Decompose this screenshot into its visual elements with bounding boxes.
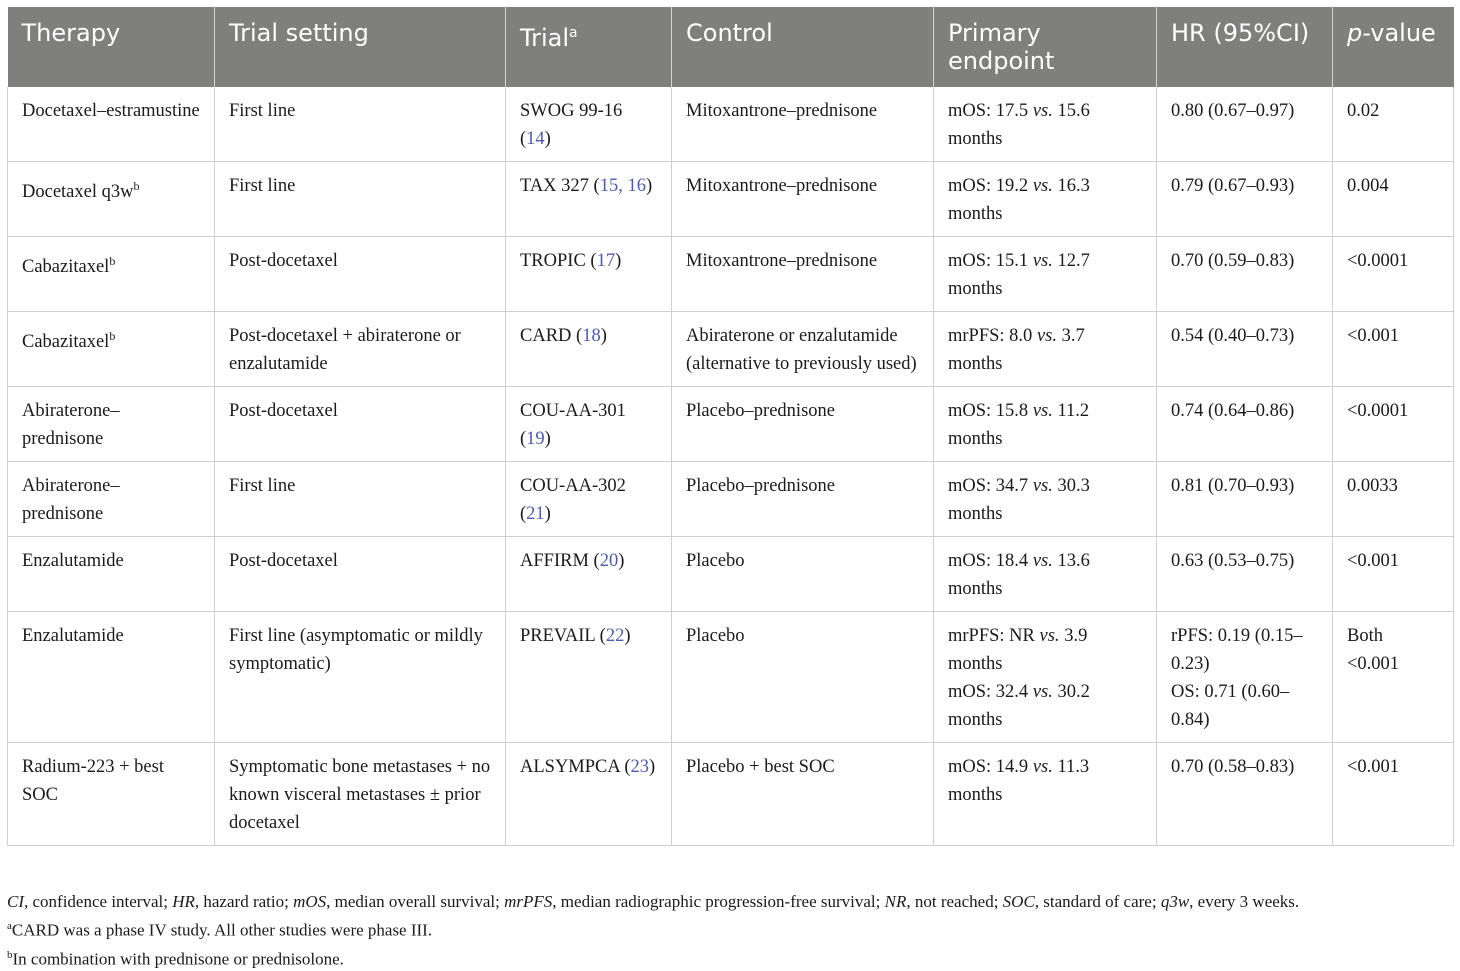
endpoint-line — [948, 97, 1142, 153]
table-row — [8, 537, 1454, 612]
cell-control: Mitoxantrone–prednisone — [672, 237, 934, 312]
endpoint-pre: mrPFS: 8.0 — [948, 326, 1037, 346]
table-row — [8, 612, 1454, 743]
header-hr: HR (95%CI) — [1157, 7, 1333, 87]
abbreviation-definition: , median overall survival; — [326, 892, 505, 911]
abbreviation-definition: , median radiographic progression-free survival; — [552, 892, 885, 911]
trial-name: TROPIC — [520, 251, 586, 271]
header-trial-setting: Trial setting — [215, 7, 506, 87]
cell-p-value: <0.001 — [1333, 312, 1454, 387]
reference-link[interactable]: 21 — [526, 504, 545, 524]
abbreviation-term: q3w — [1160, 892, 1190, 911]
reference-link[interactable]: 17 — [596, 251, 616, 271]
therapy-name: Enzalutamide — [22, 626, 124, 646]
abbreviation-definition: , confidence interval; — [24, 892, 173, 911]
endpoint-vs: vs. — [1032, 401, 1053, 421]
footnote-a — [7, 914, 1453, 943]
cell-trial-setting: First line — [215, 462, 506, 537]
hr-value: 0.79 (0.67–0.93) — [1171, 176, 1295, 196]
cell-trial: PREVAIL (22) — [506, 612, 672, 743]
header-therapy: Therapy — [8, 7, 215, 87]
endpoint-vs: vs. — [1032, 682, 1053, 702]
cell-trial-setting: Post-docetaxel — [215, 387, 506, 462]
cell-hr — [1157, 537, 1333, 612]
footnote-b-mark: b — [7, 948, 13, 961]
footnote-a-mark: a — [7, 920, 12, 932]
trials-table — [7, 7, 1454, 846]
therapy-footnote-mark: b — [109, 254, 116, 268]
cell-control: Mitoxantrone–prednisone — [672, 162, 934, 237]
cell-hr — [1157, 387, 1333, 462]
hr-value: 0.80 (0.67–0.97) — [1171, 101, 1295, 121]
trial-name: AFFIRM — [520, 551, 589, 571]
cell-trial-setting: Symptomatic bone metastases + no known visceral metastases ± prior docetaxel — [215, 743, 506, 846]
endpoint-post: 3.9 months — [948, 626, 1088, 674]
reference-link[interactable]: 14 — [526, 129, 545, 149]
table-row — [8, 162, 1454, 237]
endpoint-vs: vs. — [1039, 626, 1060, 646]
cell-primary-endpoint — [934, 237, 1157, 312]
hr-value: 0.70 (0.58–0.83) — [1171, 757, 1295, 777]
header-primary-endpoint: Primary endpoint — [934, 7, 1157, 87]
endpoint-post: 15.6 months — [948, 101, 1090, 149]
endpoint-vs: vs. — [1032, 101, 1053, 121]
table-row — [8, 312, 1454, 387]
endpoint-line — [948, 322, 1142, 378]
endpoint-pre: mOS: 19.2 — [948, 176, 1033, 196]
endpoint-post: 11.2 months — [948, 401, 1090, 449]
trial-name: ALSYMPCA — [520, 757, 620, 777]
header-p-rest: -value — [1362, 19, 1436, 47]
trial-name: CARD — [520, 326, 572, 346]
cell-trial-setting: First line — [215, 162, 506, 237]
endpoint-pre: mOS: 15.1 — [948, 251, 1033, 271]
header-control: Control — [672, 7, 934, 87]
trial-name: COU-AA-301 — [520, 401, 626, 421]
hr-value: OS: 0.71 (0.60–0.84) — [1171, 682, 1290, 730]
endpoint-post: 11.3 months — [948, 757, 1090, 805]
header-trial-label: Trial — [520, 24, 570, 52]
cell-therapy — [8, 312, 215, 387]
cell-trial-setting: Post-docetaxel — [215, 237, 506, 312]
cell-trial-setting: Post-docetaxel — [215, 537, 506, 612]
cell-primary-endpoint — [934, 612, 1157, 743]
cell-p-value: 0.02 — [1333, 87, 1454, 162]
cell-primary-endpoint — [934, 537, 1157, 612]
therapy-name: Radium-223 + best SOC — [22, 757, 164, 805]
endpoint-line — [948, 622, 1142, 678]
endpoint-pre: mOS: 15.8 — [948, 401, 1033, 421]
footnote-a-text: CARD was a phase IV study. All other studies were phase III. — [11, 920, 433, 940]
therapy-name: Docetaxel–estramustine — [22, 101, 200, 121]
table-row — [8, 743, 1454, 846]
cell-hr — [1157, 743, 1333, 846]
endpoint-vs: vs. — [1032, 757, 1053, 777]
cell-control: Placebo + best SOC — [672, 743, 934, 846]
cell-trial-setting: Post-docetaxel + abiraterone or enzalutamide — [215, 312, 506, 387]
cell-therapy — [8, 462, 215, 537]
hr-value: 0.54 (0.40–0.73) — [1171, 326, 1295, 346]
cell-therapy — [8, 743, 215, 846]
abbreviation-term: NR — [884, 892, 907, 911]
endpoint-post: 16.3 months — [948, 176, 1090, 224]
endpoint-post: 30.2 months — [948, 682, 1090, 730]
cell-therapy — [8, 162, 215, 237]
therapy-footnote-mark: b — [109, 329, 116, 343]
endpoint-post: 3.7 months — [948, 326, 1085, 374]
cell-hr — [1157, 162, 1333, 237]
cell-primary-endpoint — [934, 87, 1157, 162]
abbreviation-term: SOC — [1002, 892, 1035, 911]
header-row — [8, 7, 1454, 87]
endpoint-pre: mrPFS: NR — [948, 626, 1040, 646]
table-body — [8, 87, 1454, 846]
abbreviation-term: CI — [7, 892, 24, 911]
endpoint-line — [948, 397, 1142, 453]
endpoint-post: 12.7 months — [948, 251, 1090, 299]
header-p-italic: p — [1347, 19, 1363, 47]
hr-value: rPFS: 0.19 (0.15–0.23) — [1171, 626, 1303, 674]
therapy-name: Docetaxel q3w — [22, 182, 134, 203]
table-container — [7, 7, 1453, 846]
endpoint-vs: vs. — [1036, 326, 1057, 346]
endpoint-vs: vs. — [1032, 476, 1053, 496]
table-footnotes — [7, 890, 1453, 971]
cell-trial: AFFIRM (20) — [506, 537, 672, 612]
trial-name: PREVAIL — [520, 626, 596, 646]
abbreviation-definition: , not reached; — [906, 892, 1003, 911]
hr-value: 0.74 (0.64–0.86) — [1171, 401, 1295, 421]
therapy-name: Cabazitaxel — [22, 332, 110, 353]
cell-hr — [1157, 312, 1333, 387]
endpoint-pre: mOS: 32.4 — [948, 682, 1033, 702]
endpoint-pre: mOS: 14.9 — [948, 757, 1033, 777]
cell-control: Placebo–prednisone — [672, 462, 934, 537]
trial-name: SWOG 99-16 — [520, 101, 623, 121]
header-p-value — [1333, 7, 1454, 87]
cell-primary-endpoint — [934, 462, 1157, 537]
cell-trial: TAX 327 (15, 16) — [506, 162, 672, 237]
cell-therapy — [8, 387, 215, 462]
reference-link[interactable]: 15, 16 — [599, 176, 646, 196]
cell-p-value: 0.004 — [1333, 162, 1454, 237]
endpoint-vs: vs. — [1032, 251, 1053, 271]
endpoint-vs: vs. — [1032, 176, 1053, 196]
endpoint-post: 30.3 months — [948, 476, 1090, 524]
therapy-name: Abiraterone–prednisone — [22, 476, 120, 524]
cell-therapy — [8, 612, 215, 743]
reference-link[interactable]: 18 — [582, 326, 601, 346]
cell-therapy — [8, 87, 215, 162]
hr-value: 0.81 (0.70–0.93) — [1171, 476, 1295, 496]
endpoint-line — [948, 172, 1142, 228]
abbreviation-term: mOS — [293, 892, 327, 911]
cell-p-value: <0.001 — [1333, 537, 1454, 612]
cell-p-value: <0.001 — [1333, 743, 1454, 846]
endpoint-pre: mOS: 17.5 — [948, 101, 1033, 121]
reference-link[interactable]: 23 — [630, 757, 650, 777]
abbreviation-term: HR — [172, 892, 195, 911]
cell-p-value: <0.0001 — [1333, 237, 1454, 312]
cell-hr — [1157, 237, 1333, 312]
cell-control: Placebo–prednisone — [672, 387, 934, 462]
cell-hr — [1157, 462, 1333, 537]
cell-primary-endpoint — [934, 162, 1157, 237]
abbreviations-note — [7, 890, 1453, 914]
table-row — [8, 387, 1454, 462]
cell-therapy — [8, 537, 215, 612]
cell-control: Abiraterone or enzalutamide (alternative to previously used) — [672, 312, 934, 387]
cell-p-value: <0.0001 — [1333, 387, 1454, 462]
endpoint-pre: mOS: 18.4 — [948, 551, 1033, 571]
hr-value: 0.70 (0.59–0.83) — [1171, 251, 1295, 271]
endpoint-vs: vs. — [1032, 551, 1053, 571]
cell-trial: COU-AA-302 (21) — [506, 462, 672, 537]
therapy-footnote-mark: b — [133, 179, 140, 193]
endpoint-line — [948, 678, 1142, 734]
abbreviation-definition: , standard of care; — [1034, 892, 1161, 911]
reference-link[interactable]: 20 — [599, 551, 619, 571]
abbreviation-term: mrPFS — [504, 892, 553, 911]
abbreviation-definition: , hazard ratio; — [194, 892, 294, 911]
cell-trial: SWOG 99-16 (14) — [506, 87, 672, 162]
cell-trial-setting: First line (asymptomatic or mildly symptomatic) — [215, 612, 506, 743]
cell-trial-setting: First line — [215, 87, 506, 162]
table-row — [8, 87, 1454, 162]
table-row — [8, 462, 1454, 537]
header-trial — [506, 7, 672, 87]
endpoint-line — [948, 247, 1142, 303]
cell-p-value: Both <0.001 — [1333, 612, 1454, 743]
cell-control: Placebo — [672, 537, 934, 612]
cell-therapy — [8, 237, 215, 312]
reference-link[interactable]: 19 — [526, 429, 545, 449]
footnote-b-text: In combination with prednisone or prednisolone. — [12, 949, 344, 969]
cell-trial: COU-AA-301 (19) — [506, 387, 672, 462]
header-trial-footnote-mark: a — [569, 25, 578, 41]
cell-primary-endpoint — [934, 312, 1157, 387]
trial-name: COU-AA-302 — [520, 476, 626, 496]
therapy-name: Enzalutamide — [22, 551, 124, 571]
abbreviation-definition: , every 3 weeks. — [1189, 892, 1300, 911]
footnote-b — [7, 943, 1453, 971]
therapy-name: Cabazitaxel — [22, 257, 110, 278]
cell-trial: CARD (18) — [506, 312, 672, 387]
endpoint-line — [948, 547, 1142, 603]
table-row — [8, 237, 1454, 312]
cell-control: Placebo — [672, 612, 934, 743]
endpoint-line — [948, 753, 1142, 809]
hr-value: 0.63 (0.53–0.75) — [1171, 551, 1295, 571]
reference-link[interactable]: 22 — [605, 626, 625, 646]
cell-primary-endpoint — [934, 387, 1157, 462]
endpoint-post: 13.6 months — [948, 551, 1090, 599]
trial-name: TAX 327 — [520, 176, 589, 196]
cell-hr — [1157, 87, 1333, 162]
endpoint-pre: mOS: 34.7 — [948, 476, 1033, 496]
cell-hr — [1157, 612, 1333, 743]
cell-p-value: 0.0033 — [1333, 462, 1454, 537]
cell-primary-endpoint — [934, 743, 1157, 846]
cell-trial: TROPIC (17) — [506, 237, 672, 312]
endpoint-line — [948, 472, 1142, 528]
cell-trial: ALSYMPCA (23) — [506, 743, 672, 846]
therapy-name: Abiraterone–prednisone — [22, 401, 120, 449]
cell-control: Mitoxantrone–prednisone — [672, 87, 934, 162]
